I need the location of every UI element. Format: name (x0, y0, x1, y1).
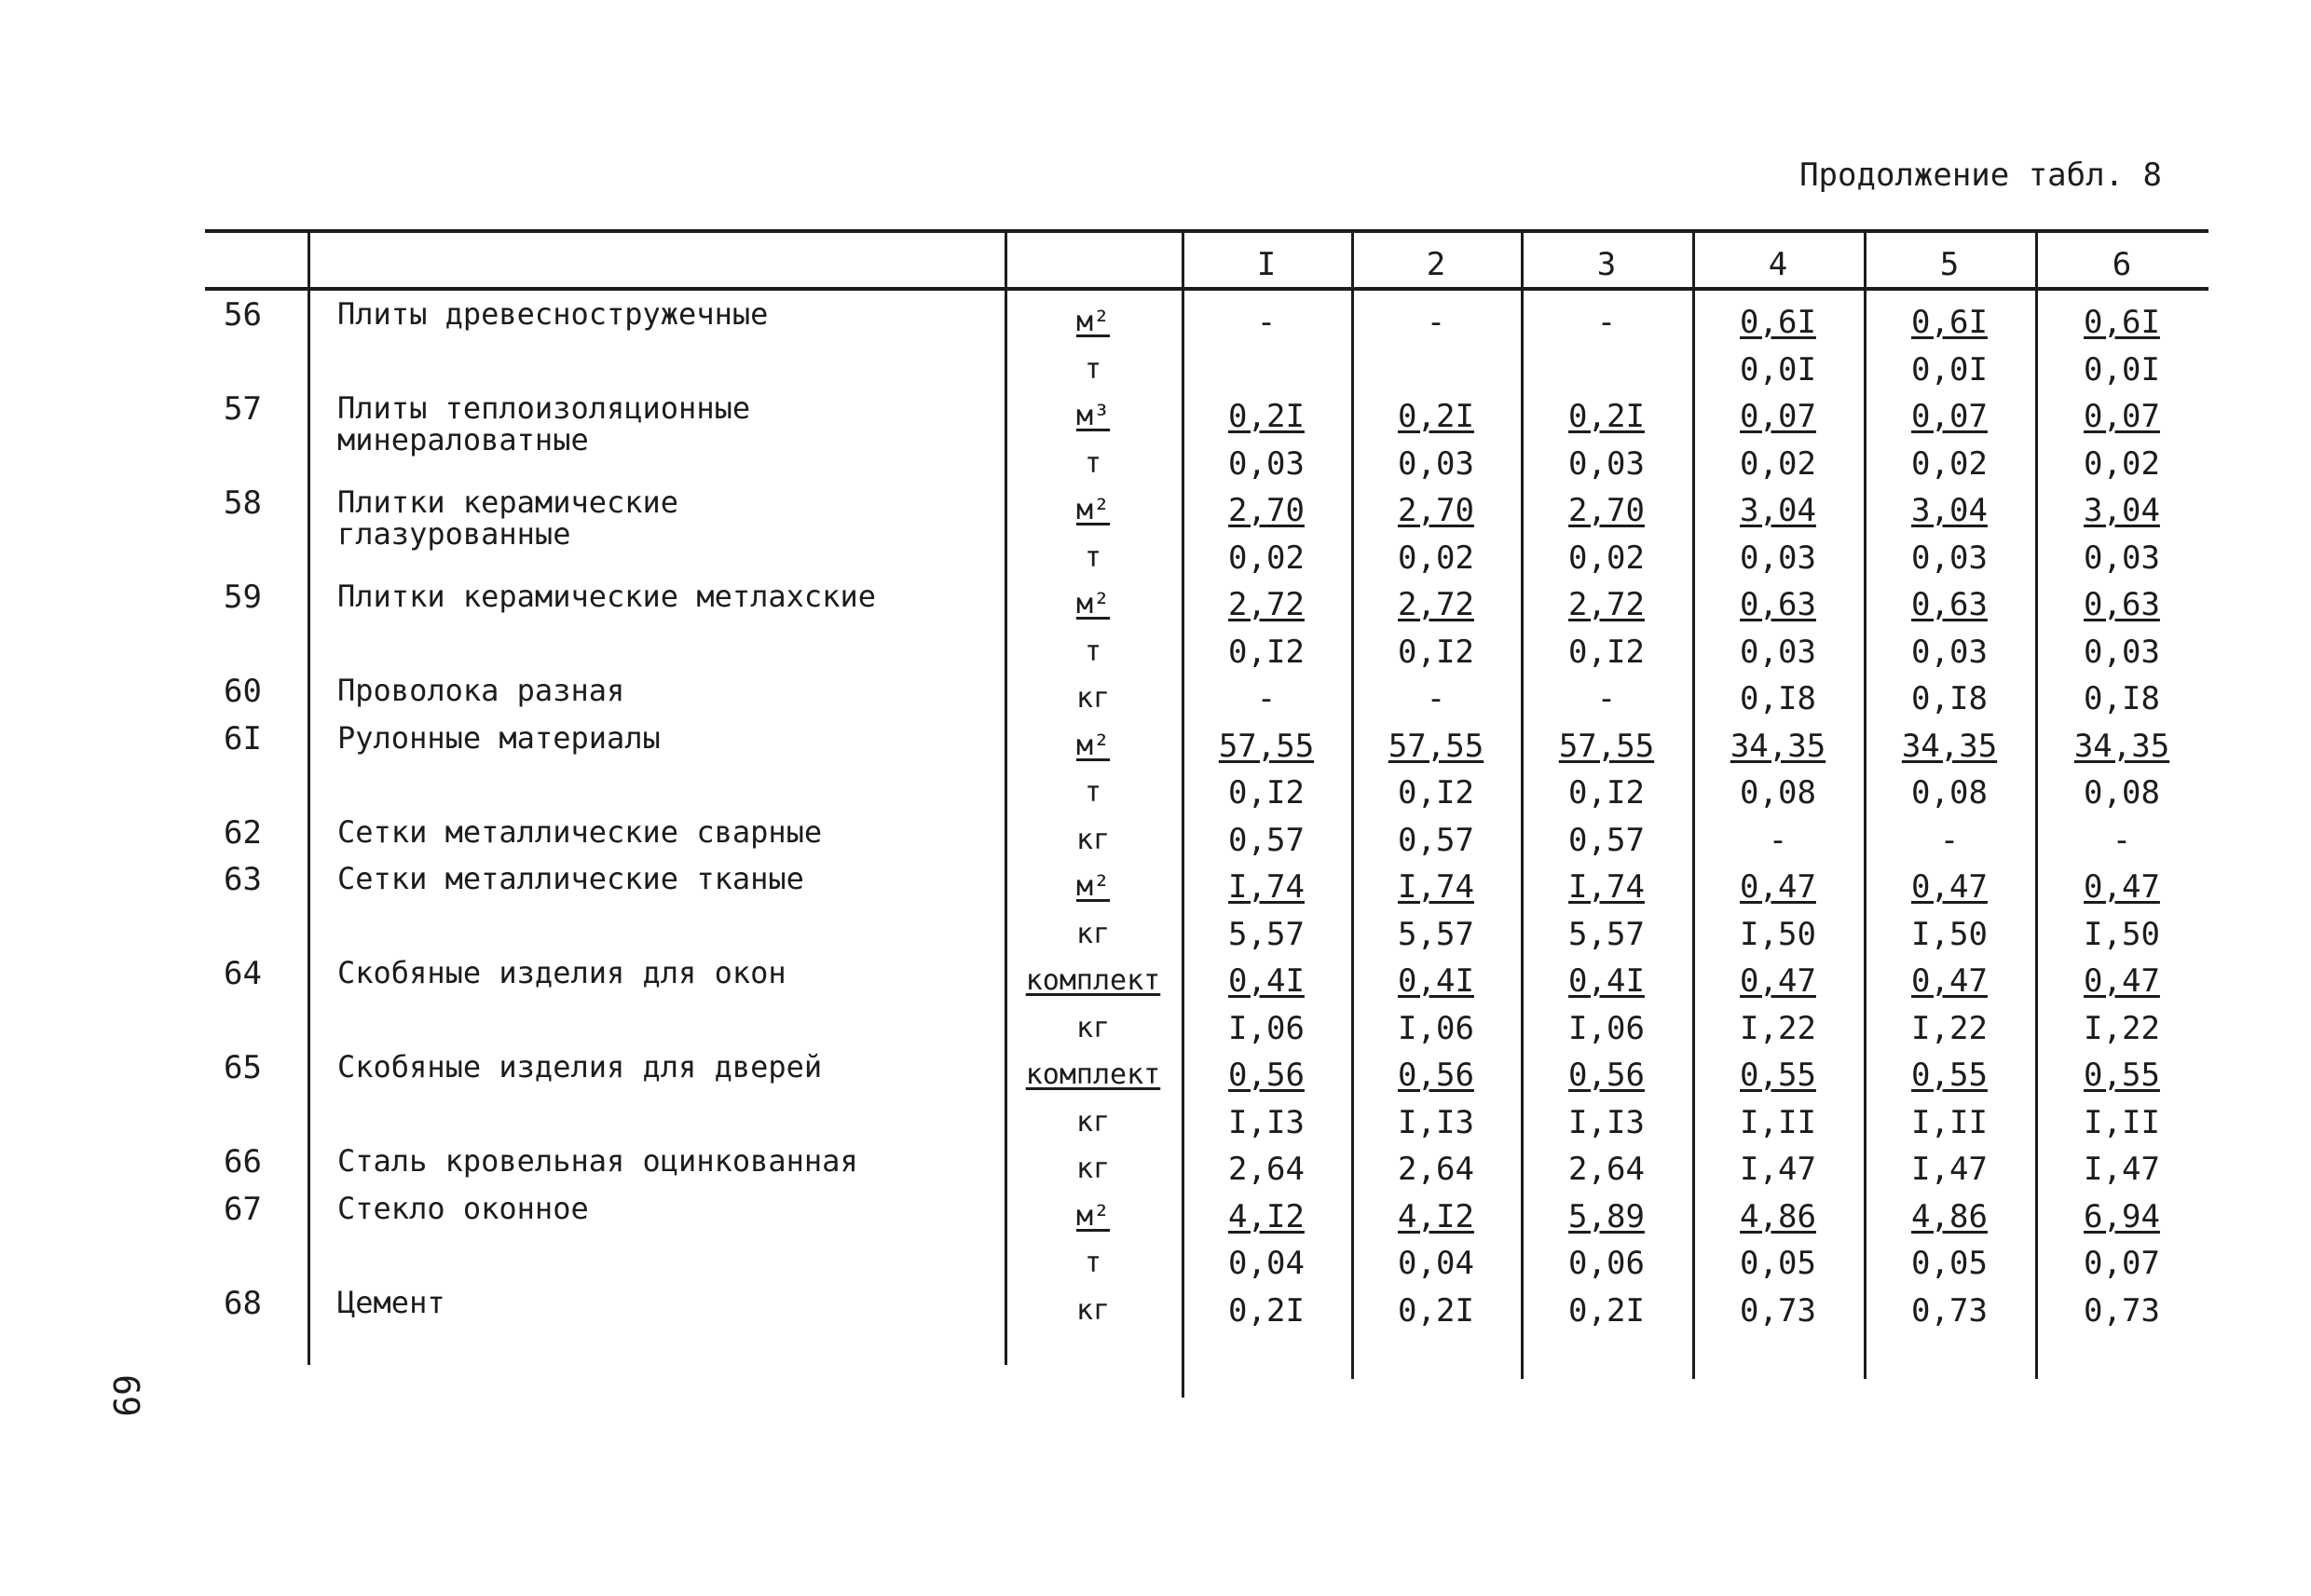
value-cell: I,I3 (1568, 1103, 1645, 1141)
value-cell: I,II (1740, 1103, 1816, 1141)
value-cell: 5,57 (1398, 915, 1474, 953)
unit-cell: м² (1075, 306, 1111, 338)
unit-cell: т (1084, 634, 1102, 668)
value-cell: 0,4I (1398, 962, 1474, 1000)
value-cell: 0,73 (1911, 1291, 1988, 1330)
material-name: Скобяные изделия для окон (337, 955, 786, 990)
row-number: 65 (224, 1049, 262, 1086)
value-cell: 0,04 (1398, 1245, 1474, 1282)
value-cell: 0,47 (1911, 962, 1988, 1000)
value-cell: 0,56 (1228, 1057, 1305, 1094)
value-cell: 2,64 (1568, 1151, 1645, 1188)
value-cell: 2,72 (1568, 586, 1645, 623)
material-name: Сталь кровельная оцинкованная (337, 1143, 858, 1179)
value-cell: 0,73 (1740, 1291, 1816, 1330)
value-cell: 57,55 (1388, 727, 1484, 765)
unit-cell: кг (1075, 1105, 1111, 1139)
material-name: Стекло оконное (337, 1190, 589, 1226)
value-cell: 0,08 (1740, 774, 1816, 812)
value-cell: 0,4I (1568, 962, 1645, 1000)
value-cell: 0,06 (1568, 1245, 1645, 1282)
value-cell: I,06 (1228, 1009, 1305, 1047)
unit-cell: м² (1075, 494, 1111, 526)
value-cell: 0,55 (1740, 1057, 1816, 1094)
value-cell: - (1596, 680, 1617, 717)
value-cell: I,06 (1568, 1009, 1645, 1047)
value-cell: 0,02 (1398, 539, 1474, 577)
continuation-label: Продолжение табл. 8 (1799, 157, 2162, 194)
value-cell: 0,6I (1740, 304, 1816, 341)
unit-cell: комплект (1025, 964, 1161, 997)
unit-cell: м² (1075, 588, 1111, 621)
value-cell: 0,03 (1228, 444, 1305, 483)
unit-cell: т (1084, 776, 1102, 809)
value-cell: 0,2I (1398, 398, 1474, 435)
value-cell: 0,03 (1911, 539, 1988, 577)
value-cell: 0,I2 (1568, 774, 1645, 812)
value-cell: I,47 (1740, 1151, 1816, 1188)
page-number: 69 (104, 1374, 146, 1417)
value-cell: 0,0I (1740, 350, 1816, 389)
value-cell: 0,03 (1740, 539, 1816, 577)
value-cell: 3,04 (1911, 492, 1988, 529)
row-number: 66 (224, 1143, 262, 1180)
material-name: Скобяные изделия для дверей (337, 1049, 823, 1084)
row-number: 64 (224, 955, 262, 992)
value-cell: 2,64 (1398, 1151, 1474, 1188)
value-cell: 0,56 (1398, 1057, 1474, 1094)
value-cell: 0,02 (2084, 444, 2160, 483)
value-cell: 0,03 (1911, 633, 1988, 671)
value-cell: 0,57 (1398, 821, 1474, 859)
value-cell: I,50 (1740, 915, 1816, 953)
value-cell: 0,6I (1911, 304, 1988, 341)
value-cell: 0,47 (2084, 962, 2160, 1000)
row-number: 56 (224, 296, 262, 334)
value-cell: - (1426, 304, 1446, 341)
value-cell: 0,05 (1911, 1245, 1988, 1282)
value-cell: 0,07 (1911, 398, 1988, 435)
value-cell: 5,89 (1568, 1197, 1645, 1235)
materials-table (205, 229, 2208, 1394)
column-header: 4 (1768, 246, 1788, 283)
value-cell: - (2112, 821, 2132, 859)
value-cell: 4,I2 (1228, 1197, 1305, 1235)
value-cell: 0,I2 (1228, 774, 1305, 812)
value-cell: 0,0I (2084, 350, 2160, 389)
unit-cell: кг (1075, 1153, 1111, 1185)
value-cell: 0,02 (1228, 539, 1305, 577)
value-cell: 0,57 (1568, 821, 1645, 859)
unit-cell: кг (1075, 1293, 1111, 1327)
value-cell: 0,73 (2084, 1291, 2160, 1330)
value-cell: 34,35 (1901, 727, 1998, 765)
value-cell: 0,55 (2084, 1057, 2160, 1094)
value-cell: 3,04 (1740, 492, 1816, 529)
column-header: 6 (2112, 246, 2132, 283)
value-cell: I,II (1911, 1103, 1988, 1141)
value-cell: 0,63 (2084, 586, 2160, 623)
material-name: Сетки металлические сварные (337, 813, 823, 850)
row-number: 68 (224, 1284, 262, 1322)
value-cell: - (1256, 680, 1277, 717)
row-number: 67 (224, 1190, 262, 1228)
material-name: Сетки металлические тканые (337, 861, 804, 896)
row-number: 60 (224, 673, 262, 710)
value-cell: 5,57 (1568, 915, 1645, 953)
value-cell: I,I3 (1398, 1103, 1474, 1141)
value-cell: 0,57 (1228, 821, 1305, 859)
value-cell: 0,I2 (1398, 633, 1474, 671)
value-cell: 0,02 (1740, 444, 1816, 483)
row-number: 58 (224, 484, 262, 522)
value-cell: 2,72 (1398, 586, 1474, 623)
value-cell: I,06 (1398, 1009, 1474, 1047)
column-header: 2 (1426, 246, 1446, 283)
value-cell: 0,04 (1228, 1245, 1305, 1282)
material-name: Плиты теплоизоляционные минераловатные (337, 390, 751, 457)
value-cell: 4,I2 (1398, 1197, 1474, 1235)
value-cell: 0,08 (1911, 774, 1988, 812)
value-cell: I,22 (2084, 1009, 2160, 1047)
value-cell: 4,86 (1911, 1197, 1988, 1235)
value-cell: 6,94 (2084, 1197, 2160, 1235)
value-cell: 0,07 (2084, 398, 2160, 435)
row-number: 62 (224, 813, 262, 852)
value-cell: 0,0I (1911, 350, 1988, 389)
value-cell: 0,63 (1911, 586, 1988, 623)
value-cell: 0,I8 (2084, 680, 2160, 717)
table-header-rule (205, 287, 2208, 291)
row-number: 63 (224, 861, 262, 898)
value-cell: 0,I8 (1740, 680, 1816, 717)
value-cell: I,47 (1911, 1151, 1988, 1188)
unit-cell: комплект (1025, 1058, 1161, 1091)
value-cell: 0,I2 (1568, 633, 1645, 671)
value-cell: I,47 (2084, 1151, 2160, 1188)
value-cell: 3,04 (2084, 492, 2160, 529)
value-cell: 0,03 (2084, 633, 2160, 671)
column-header: I (1256, 246, 1277, 283)
value-cell: - (1939, 821, 1960, 859)
value-cell: - (1596, 304, 1617, 341)
row-number: 57 (224, 390, 262, 428)
value-cell: 0,47 (2084, 868, 2160, 906)
value-cell: 0,03 (2084, 539, 2160, 577)
value-cell: 0,02 (1911, 444, 1988, 483)
material-name: Плитки керамические глазурованные (337, 484, 679, 552)
value-cell: 0,2I (1568, 1291, 1645, 1330)
value-cell: - (1768, 821, 1788, 859)
column-header: 3 (1596, 246, 1617, 283)
material-name: Плитки керамические метлахские (337, 579, 876, 614)
material-name: Цемент (337, 1284, 445, 1320)
table-top-rule (205, 229, 2208, 233)
unit-cell: м² (1075, 1199, 1111, 1233)
value-cell: I,22 (1911, 1009, 1988, 1047)
unit-cell: т (1084, 352, 1102, 386)
value-cell: 0,2I (1228, 1291, 1305, 1330)
value-cell: 0,6I (2084, 304, 2160, 341)
unit-cell: кг (1075, 682, 1111, 715)
value-cell: 0,47 (1740, 962, 1816, 1000)
value-cell: 0,I2 (1228, 633, 1305, 671)
value-cell: 0,4I (1228, 962, 1305, 1000)
value-cell: 0,I8 (1911, 680, 1988, 717)
value-cell: 2,72 (1228, 586, 1305, 623)
value-cell: 0,I2 (1398, 774, 1474, 812)
value-cell: 0,2I (1568, 398, 1645, 435)
unit-cell: м² (1075, 870, 1111, 903)
value-cell: 5,57 (1228, 915, 1305, 953)
value-cell: I,II (2084, 1103, 2160, 1141)
value-cell: 57,55 (1218, 727, 1315, 765)
unit-cell: кг (1075, 917, 1111, 950)
unit-cell: м² (1075, 729, 1111, 762)
value-cell: 0,47 (1740, 868, 1816, 906)
value-cell: 0,55 (1911, 1057, 1988, 1094)
value-cell: 0,56 (1568, 1057, 1645, 1094)
column-divider (308, 233, 310, 1365)
value-cell: 34,35 (1730, 727, 1826, 765)
value-cell: I,I3 (1228, 1103, 1305, 1141)
value-cell: 0,03 (1740, 633, 1816, 671)
value-cell: 34,35 (2073, 727, 2170, 765)
value-cell: I,50 (1911, 915, 1988, 953)
value-cell: I,22 (1740, 1009, 1816, 1047)
material-name: Проволока разная (337, 673, 625, 708)
value-cell: 0,2I (1228, 398, 1305, 435)
value-cell: 0,63 (1740, 586, 1816, 623)
column-header: 5 (1939, 246, 1960, 283)
unit-cell: т (1084, 446, 1102, 480)
material-name: Рулонные материалы (337, 719, 661, 756)
value-cell: I,74 (1228, 868, 1305, 906)
value-cell: 0,2I (1398, 1291, 1474, 1330)
unit-cell: кг (1075, 823, 1111, 856)
value-cell: I,74 (1568, 868, 1645, 906)
value-cell: 4,86 (1740, 1197, 1816, 1235)
value-cell: 2,70 (1398, 492, 1474, 529)
row-number: 6I (224, 719, 262, 757)
value-cell: 0,03 (1398, 444, 1474, 483)
row-number: 59 (224, 579, 262, 616)
unit-cell: т (1084, 540, 1102, 574)
value-cell: 57,55 (1558, 727, 1655, 765)
value-cell: 0,08 (2084, 774, 2160, 812)
material-name: Плиты древесностружечные (337, 296, 769, 332)
value-cell: 2,64 (1228, 1151, 1305, 1188)
value-cell: 2,70 (1568, 492, 1645, 529)
value-cell: 2,70 (1228, 492, 1305, 529)
value-cell: 0,05 (1740, 1245, 1816, 1282)
value-cell: 0,02 (1568, 539, 1645, 577)
value-cell: 0,07 (2084, 1245, 2160, 1282)
unit-cell: кг (1075, 1011, 1111, 1044)
value-cell: 0,07 (1740, 398, 1816, 435)
value-cell: - (1426, 680, 1446, 717)
value-cell: I,50 (2084, 915, 2160, 953)
unit-cell: м³ (1075, 400, 1111, 432)
value-cell: 0,03 (1568, 444, 1645, 483)
unit-cell: т (1084, 1247, 1102, 1279)
value-cell: 0,47 (1911, 868, 1988, 906)
value-cell: - (1256, 304, 1277, 341)
value-cell: I,74 (1398, 868, 1474, 906)
